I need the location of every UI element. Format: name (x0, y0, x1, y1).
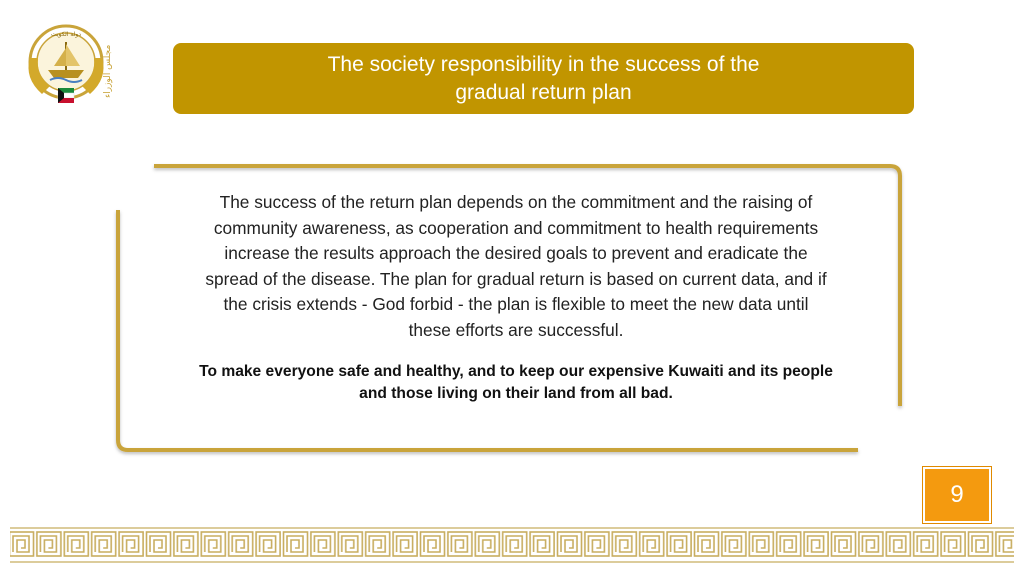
logo-arabic-top: دولة الكويت (51, 31, 81, 38)
body-line: spread of the disease. The plan for gradual return is based on current data, and if (205, 268, 827, 289)
logo-arabic-side: مجلس الوزراء (103, 44, 113, 98)
body-line: these efforts are successful. (408, 319, 624, 340)
slide-content (160, 190, 872, 405)
greek-key-border (0, 520, 1024, 576)
closing-line: and those living on their land from all bad. (359, 384, 673, 402)
closing-statement (160, 361, 872, 405)
kuwait-emblem-icon (20, 18, 128, 122)
body-paragraph (160, 190, 872, 344)
body-line: increase the results approach the desired goals to prevent and eradicate the (224, 243, 808, 264)
body-line: community awareness, as cooperation and commitment to health requirements (213, 217, 819, 238)
page-number-badge: 9 (923, 467, 991, 523)
slide-title-line-2: gradual return plan (455, 80, 632, 104)
slide-title-bar (173, 43, 914, 114)
body-line: the crisis extends - God forbid - the plan is flexible to meet the new data until (223, 294, 809, 315)
slide-title-line-1: The society responsibility in the success of the (327, 52, 760, 76)
closing-line: To make everyone safe and healthy, and to keep our expensive Kuwaiti and its people (199, 362, 833, 380)
body-line: The success of the return plan depends on the commitment and the raising of (219, 192, 813, 212)
